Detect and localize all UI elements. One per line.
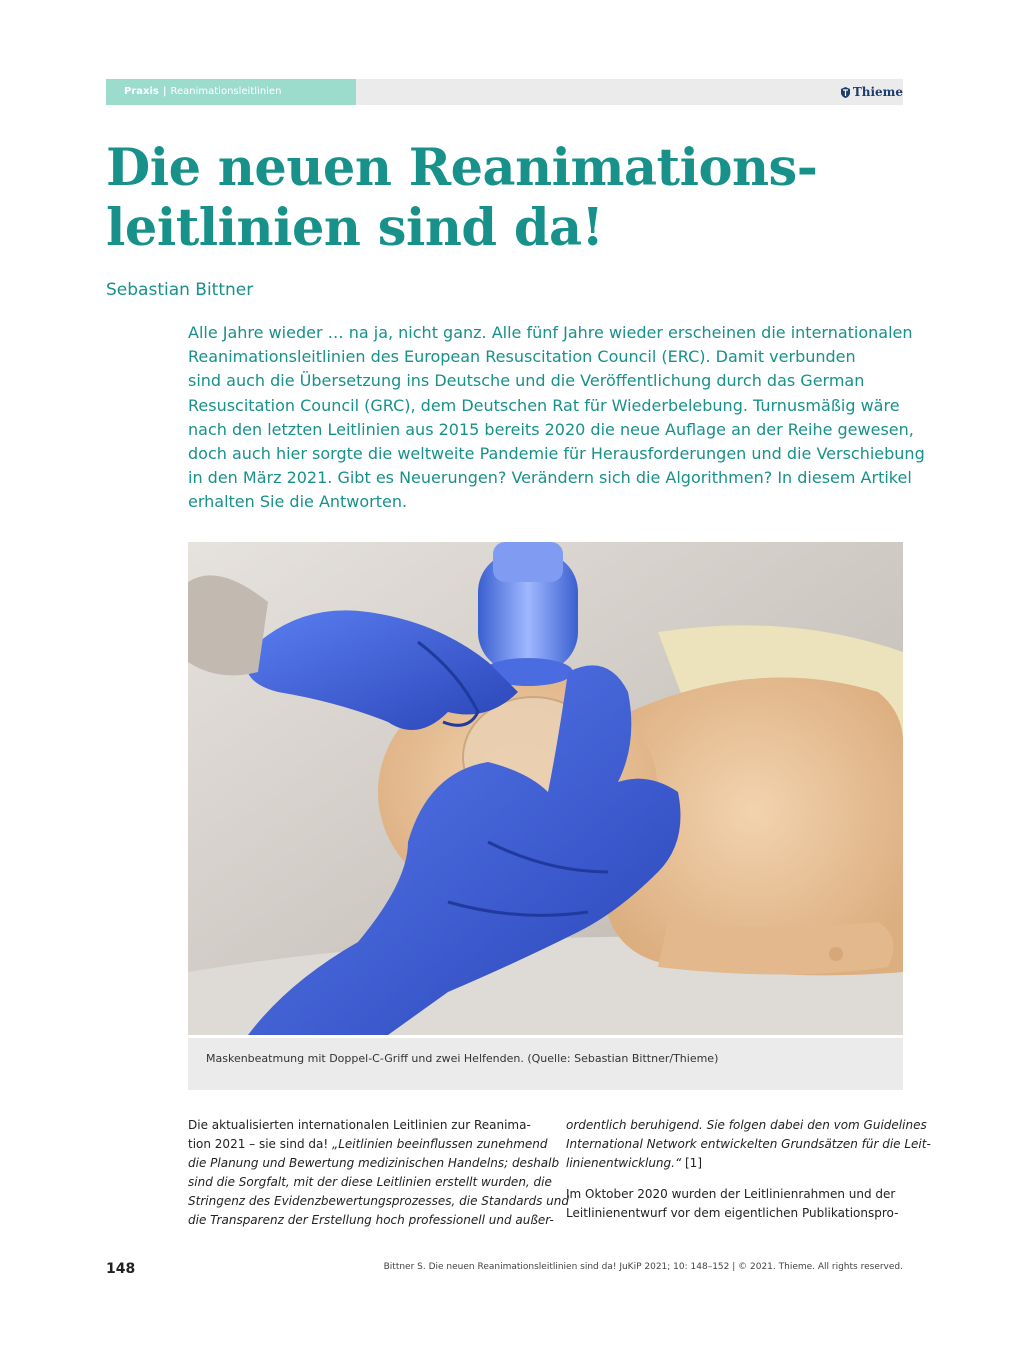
paragraph-gap — [566, 1173, 903, 1185]
section-separator: | — [162, 86, 167, 97]
article-title — [106, 138, 817, 258]
quote-line: die Planung und Bewertung medizinischen Handelns; deshalb — [188, 1156, 560, 1170]
abstract-line: sind auch die Übersetzung ins Deutsche und die Veröffentlichung durch das German — [188, 371, 865, 391]
abstract-line: erhalten Sie die Antworten. — [188, 492, 408, 512]
title-line: Die neuen Reanimations- — [106, 138, 818, 198]
abstract-line: in den März 2021. Gibt es Neuerungen? Verändern sich die Algorithmen? In diesem Artikel — [188, 468, 912, 488]
quote-line: Stringenz des Evidenzbewertungsprozesses, die Standards und — [188, 1194, 570, 1208]
mask-ventilation-illustration — [188, 542, 903, 1035]
body-line — [188, 1135, 548, 1154]
quote-line: ordentlich beruhigend. Sie folgen dabei den vom Guidelines — [566, 1118, 927, 1132]
figure-caption: Maskenbeatmung mit Doppel-C-Griff und zwei Helfenden. (Quelle: Sebastian Bittner/Thieme) — [206, 1052, 719, 1065]
figure-photo — [188, 542, 903, 1035]
citation-footer: Bittner S. Die neuen Reanimationsleitlinien sind da! JuKiP 2021; 10: 148–152 | © 2021. Thieme. All rights reserved. — [383, 1262, 903, 1272]
quote-line: die Transparenz der Erstellung hoch professionell und außer- — [188, 1213, 554, 1227]
figure-caption-box — [188, 1038, 903, 1090]
section-label — [106, 79, 356, 105]
author-name: Sebastian Bittner — [106, 280, 254, 300]
quote-text: linienentwicklung.“ — [566, 1156, 682, 1170]
quote-text: „Leitlinien beeinflussen zunehmend — [331, 1137, 548, 1151]
abstract-line: doch auch hier sorgte die weltweite Pandemie für Herausforderungen und die Verschiebung — [188, 444, 925, 464]
quote-line: sind die Sorgfalt, mit der diese Leitlinien erstellt wurden, die — [188, 1175, 552, 1189]
body-line: Im Oktober 2020 wurden der Leitlinienrahmen und der — [566, 1187, 896, 1201]
abstract-line: nach den letzten Leitlinien aus 2015 bereits 2020 die neue Auflage an der Reihe gewesen, — [188, 419, 914, 439]
body-line — [566, 1154, 903, 1173]
body-text: tion 2021 – sie sind da! — [188, 1137, 332, 1151]
body-line: Die aktualisierten internationalen Leitlinien zur Reanima- — [188, 1118, 531, 1132]
thieme-logo-icon — [841, 87, 850, 98]
reference-marker: [1] — [681, 1156, 702, 1170]
body-column-left — [188, 1116, 570, 1230]
section-topic: Reanimationsleitlinien — [170, 86, 282, 97]
abstract-line: Resuscitation Council (GRC), dem Deutschen Rat für Wiederbelebung. Turnusmäßig wäre — [188, 395, 900, 415]
abstract-line: Alle Jahre wieder … na ja, nicht ganz. Alle fünf Jahre wieder erscheinen die internationalen — [188, 323, 913, 342]
title-line: leitlinien sind da! — [106, 198, 604, 258]
quote-line: International Network entwickelten Grundsätzen für die Leit- — [566, 1137, 931, 1151]
abstract-line: Reanimationsleitlinien des European Resuscitation Council (ERC). Damit verbunden — [188, 347, 856, 367]
abstract — [188, 321, 925, 515]
publisher-logo — [841, 79, 903, 105]
page-number: 148 — [106, 1261, 136, 1277]
body-line: Leitlinienentwurf vor dem eigentlichen Publikationspro- — [566, 1206, 899, 1220]
section-name: Praxis — [124, 86, 159, 97]
publisher-name: Thieme — [852, 85, 903, 99]
body-column-right — [566, 1116, 931, 1223]
